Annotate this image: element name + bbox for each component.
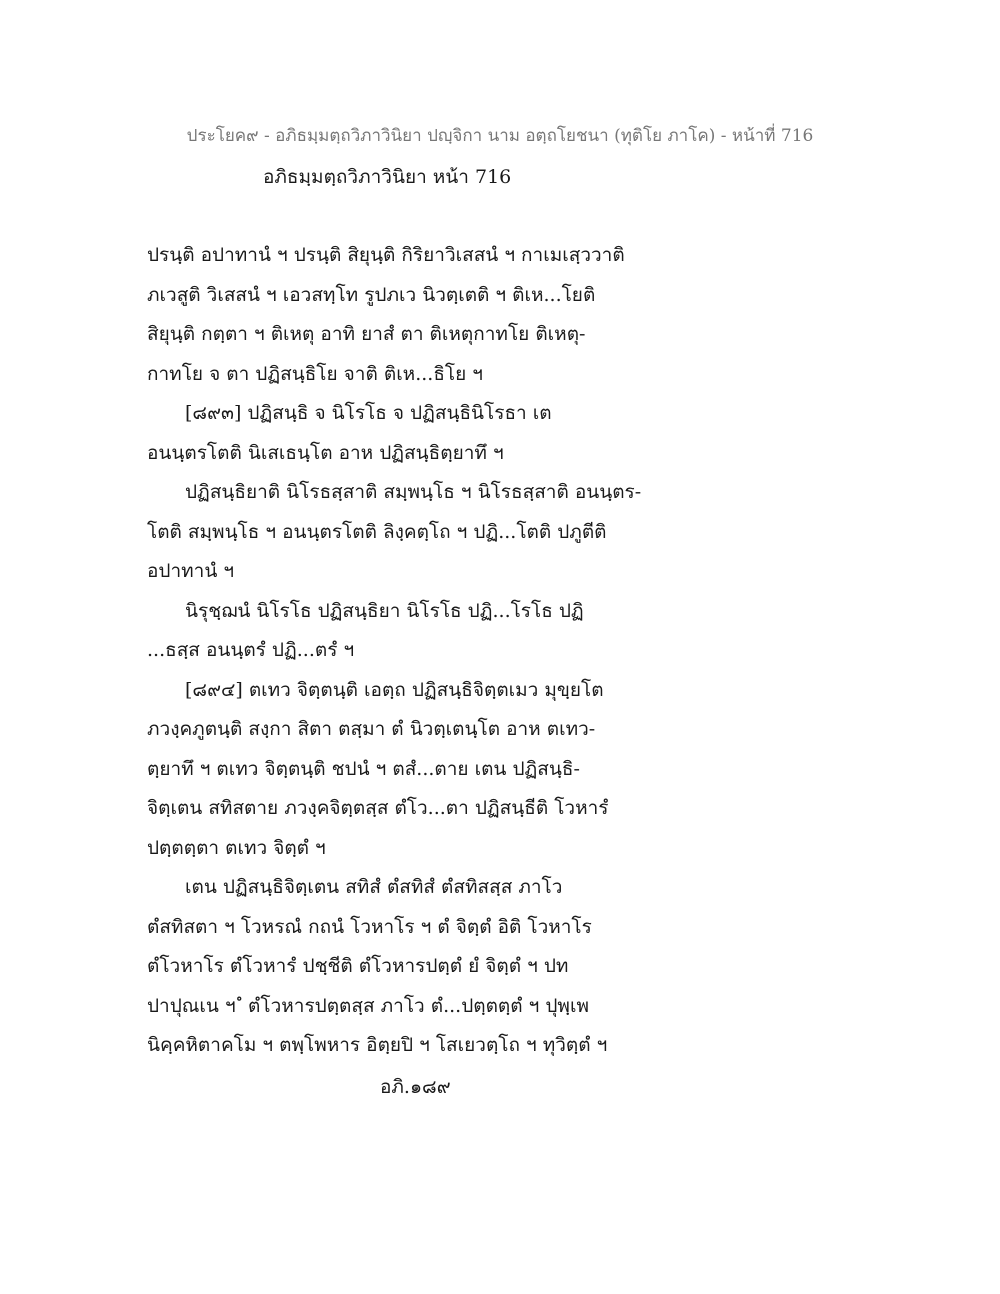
text-line-3: สิยุนฺติ กตฺตา ฯ ติเหตุ อาทิ ยาสํ ตา ติเหตุกาทโย ติเหตุ- bbox=[147, 323, 586, 345]
text-line-7: ปฏิสนฺธิยาติ นิโรธสฺสาติ สมฺพนฺโธ ฯ นิโรธสฺสาติ อนนฺตร- bbox=[185, 481, 642, 503]
text-line-16: ปตฺตตฺตา ตเทว จิตฺตํ ฯ bbox=[147, 836, 326, 859]
text-line-8: โตติ สมฺพนฺโธ ฯ อนนฺตรโตติ ลิงฺคตฺโถ ฯ ปฏิ...โตติ ปภูตีติ bbox=[147, 520, 607, 543]
body-text bbox=[147, 236, 867, 1066]
text-line-19: ตํโวหาโร ตํโวหารํ ปชฺชีติ ตํโวหารปตฺตํ ยํ จิตฺตํ ฯ ปท bbox=[147, 955, 569, 977]
text-line-9: อปาทานํ ฯ bbox=[147, 560, 235, 582]
text-line-6: อนนฺตรโตติ นิเสเธนฺโต อาห ปฏิสนฺธิตฺยาทึ ฯ bbox=[147, 441, 504, 464]
running-header: ประโยค๙ - อภิธมฺมตฺถวิภาวินิยา ปญฺจิกา นาม อตฺถโยชนา (ทุติโย ภาโค) - หน้าที่ 716 bbox=[186, 126, 814, 146]
page-footer: อภิ.๑๘๙ bbox=[380, 1076, 451, 1098]
page-heading: อภิธมฺมตฺถวิภาวินิยา หน้า 716 bbox=[263, 166, 512, 188]
text-line-10: นิรุชฺฌนํ นิโรโธ ปฏิสนฺธิยา นิโรโธ ปฏิ...โรโธ ปฏิ bbox=[185, 599, 584, 622]
text-line-4: กาทโย จ ตา ปฏิสนฺธิโย จาติ ติเห...ธิโย ฯ bbox=[147, 362, 483, 385]
text-line-5: [๘๙๓] ปฏิสนฺธิ จ นิโรโธ จ ปฏิสนฺธินิโรธา เต bbox=[185, 402, 552, 424]
text-line-11: ...ธสฺส อนนฺตรํ ปฏิ...ตรํ ฯ bbox=[147, 639, 355, 661]
text-line-1: ปรนฺติ อปาทานํ ฯ ปรนฺติ สิยุนฺติ กิริยาวิเสสนํ ฯ กาเมเสฺววาติ bbox=[147, 244, 625, 266]
text-line-2: ภเวสูติ วิเสสนํ ฯ เอวสทฺโท รูปภเว นิวตฺเตติ ฯ ติเห...โยติ bbox=[147, 283, 596, 306]
text-line-18: ตํสทิสตา ฯ โวหรณํ กถนํ โวหาโร ฯ ตํ จิตฺตํ อิติ โวหาโร bbox=[147, 915, 592, 938]
text-line-13: ภวงฺคภูตนฺติ สงฺกา สิตา ตสฺมา ตํ นิวตฺเตนฺโต อาห ตเทว- bbox=[147, 718, 596, 740]
text-line-20: ปาปุณเน ฯ ํ ตํโวหารปตฺตสฺส ภาโว ตํ...ปตฺตตฺตํ ฯ ปุพฺเพ bbox=[147, 994, 589, 1017]
text-line-12: [๘๙๔] ตเทว จิตฺตนฺติ เอตฺถ ปฏิสนฺธิจิตฺตเมว มุขฺยโต bbox=[185, 678, 604, 701]
text-line-14: ตฺยาทึ ฯ ตเทว จิตฺตนฺติ ชปนํ ฯ ตสํ...ตาย เตน ปฏิสนฺธิ- bbox=[147, 757, 580, 780]
text-line-15: จิตฺเตน สทิสตาย ภวงฺคจิตฺตสฺส ตํโว...ตา ปฏิสนฺธีติ โวหารํ bbox=[147, 797, 609, 819]
text-line-17: เตน ปฏิสนฺธิจิตฺเตน สทิสํ ตํสทิสํ ตํสทิสสฺส ภาโว bbox=[185, 876, 563, 898]
text-line-21: นิคฺคหิตาคโม ฯ ตพฺโพหาร อิตฺยปิ ฯ โสเยวตฺโถ ฯ ทุวิตฺตํ ฯ bbox=[147, 1034, 608, 1056]
